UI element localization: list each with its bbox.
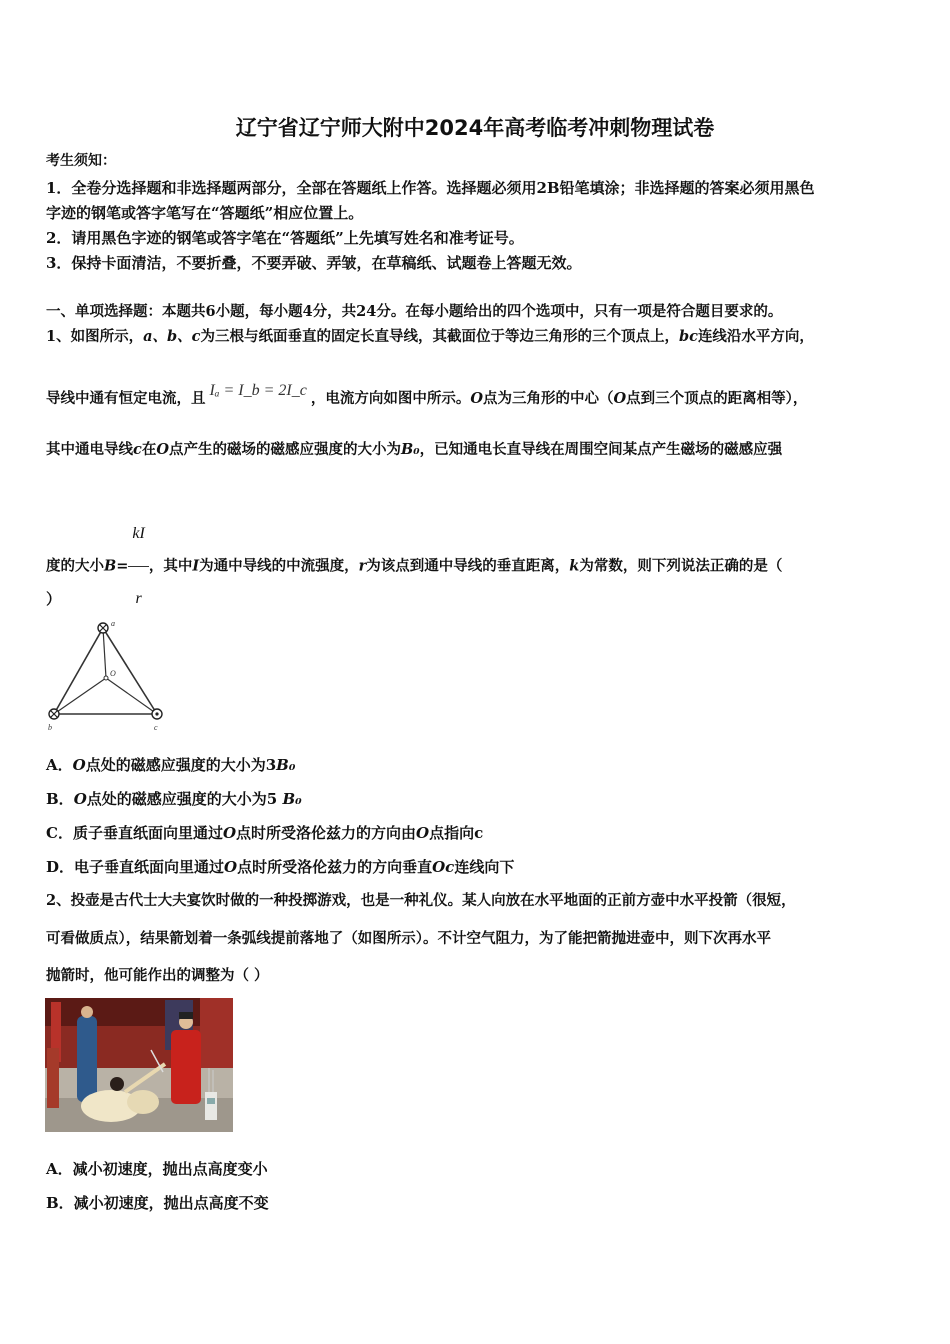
notice-item-1b: 字迹的钢笔或答字笔写在“答题纸”相应位置上。 [46,204,364,222]
page-title: 辽宁省辽宁师大附中2024年高考临考冲刺物理试卷 [235,116,715,140]
center-point-o [104,676,108,680]
q1-line-2: 导线中通有恒定电流，且 Iₐ = I_b = 2I_c ，电流方向如图中所示。O点为三角形的中心（O点到三个顶点的距离相等）， [46,382,808,407]
q1-line-5: ） [46,590,62,608]
label-b: b [48,723,52,732]
q1-line-4: 度的大小B= $\frac{kI}{r}$ ，其中I为通中导线的中流强度，r为该点到通中导线的垂直距离，k为常数，则下列说法正确的是（ [46,504,782,629]
notice-item-3: 3．保持卡面清洁，不要折叠，不要弄破、弄皱，在草稿纸、试题卷上答题无效。 [46,254,582,272]
wire-b-icon [49,709,59,719]
q1-option-c: C．质子垂直纸面向里通过O点时所受洛伦兹力的方向由O点指向c [46,824,484,842]
q1-option-b: B．O点处的磁感应强度的大小为5 B₀ [46,790,302,808]
formula-fraction: $\frac{kI}{r}$ [128,504,148,629]
section-heading: 一、单项选择题：本题共6小题，每小题4分，共24分。在每小题给出的四个选项中，只有一项是符合题目要求的。 [46,303,783,320]
q2-line-3: 抛箭时，他可能作出的调整为（ ） [46,967,269,984]
q1-option-a: A．O点处的磁感应强度的大小为3B₀ [46,756,296,774]
q2-option-b: B．减小初速度，抛出点高度不变 [46,1194,269,1212]
q2-line-1: 2、投壶是古代士大夫宴饮时做的一种投掷游戏，也是一种礼仪。某人向放在水平地面的正前方壶中水平投箭（很短， [46,892,796,909]
q1-option-d: D．电子垂直纸面向里通过O点时所受洛伦兹力的方向垂直Oc连线向下 [46,858,515,876]
q1-line-1: 1、如图所示，a、b、c为三根与纸面垂直的固定长直导线，其截面位于等边三角形的三个顶点上，bc连线沿水平方向， [46,328,814,345]
touhu-photo [45,998,233,1132]
q2-line-2: 可看做质点），结果箭划着一条弧线提前落地了（如图所示）。不计空气阻力，为了能把箭抛进壶中，则下次再水平 [46,930,771,947]
q2-option-a: A．减小初速度，抛出点高度变小 [46,1160,268,1178]
wire-c-icon [152,709,162,719]
label-a: a [111,619,115,628]
label-c: c [154,723,158,732]
notice-item-1a: 1．全卷分选择题和非选择题两部分，全部在答题纸上作答。选择题必须用2B铅笔填涂；非选择题的答案必须用黑色 [46,179,815,197]
wire-a-icon [98,623,108,633]
notice-item-2: 2．请用黑色字迹的钢笔或答字笔在“答题纸”上先填写姓名和准考证号。 [46,229,524,247]
triangle-wire-diagram [40,615,180,735]
notice-heading: 考生须知： [46,153,116,169]
q1-line-3: 其中通电导线c在O点产生的磁场的磁感应强度的大小为B₀，已知通电长直导线在周围空间某点产生磁场的磁感应强 [46,441,783,458]
current-formula: Iₐ = I_b = 2I_c [209,382,307,399]
label-o: O [110,669,116,678]
